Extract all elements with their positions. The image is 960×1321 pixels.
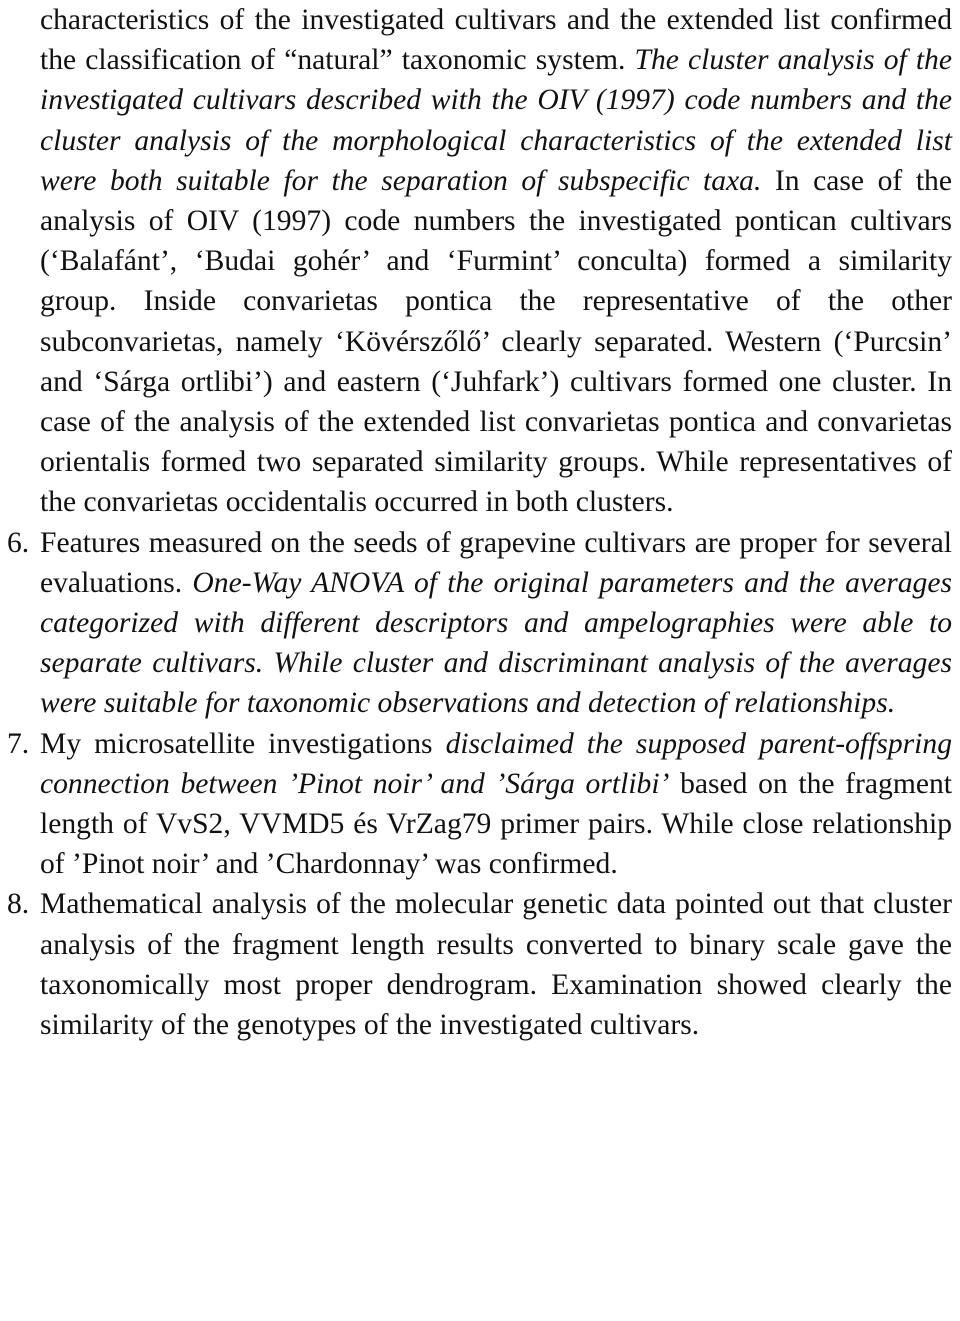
list-item-7 <box>7 724 952 885</box>
list-item-6 <box>7 523 952 724</box>
item-number-7: 7. <box>7 727 30 760</box>
intro-italic-text: The cluster analysis of the investigated cultivars described with the OIV (1997) code numbers and the cluster analysis of the morphological characteristics of the extended list were both suitable for the separation of subspecific taxa. <box>40 44 952 197</box>
intro-paragraph <box>40 0 952 523</box>
intro-text-1: characteristics of the investigated cultivars and the extended list confirmed the classification of “natural” taxonomic system. <box>40 4 952 77</box>
item-7-text-end: based on the fragment length of VvS2, VVMD5 és VrZag79 primer pairs. While close relationship of ’Pinot noir’ and ’Chardonnay’ was confirmed. <box>40 767 952 881</box>
list-item-8 <box>7 884 952 1045</box>
item-7-text: My microsatellite investigations <box>40 727 446 760</box>
item-6-italic-text: One-Way ANOVA of the original parameters and the averages categorized with different descriptors and ampelographies were able to separate cultivars. While cluster and discriminant analysis of the averages were suitable for taxonomic observations and detection of relationships. <box>40 566 952 720</box>
intro-text-3: In case of the analysis of OIV (1997) code numbers the investigated pontican cultivars (‘Balafánt’, ‘Budai gohér’ and ‘Furmint’ concultа) formed a similarity group. Inside convarietas pontica the representative of the other subconvarietas, namely ‘Kövérszőlő’ clearly separated. Western (‘Purcsin’ and ‘Sárga ortlibi’) and eastern (‘Juhfark’) cultivars formed one cluster. In case of the analysis of the extended list convarietas pontica and convarietas orientalis formed two separated similarity groups. While representatives of the convarietas occidentalis occurred in both clusters. <box>40 164 952 519</box>
item-number-6: 6. <box>7 526 30 559</box>
item-6-text: Features measured on the seeds of grapevine cultivars are proper for several evaluations. <box>40 526 952 599</box>
item-8-text: Mathematical analysis of the molecular genetic data pointed out that cluster analysis of the fragment length results converted to binary scale gave the taxonomically most proper dendrogram. Examination showed clearly the similarity of the genotypes of the investigated cultivars. <box>40 888 952 1042</box>
item-number-8: 8. <box>7 888 30 921</box>
item-7-italic-text: disclaimed the supposed parent-offspring connection between ’Pinot noir’ and ’Sárga ortlibi’ <box>40 727 952 800</box>
